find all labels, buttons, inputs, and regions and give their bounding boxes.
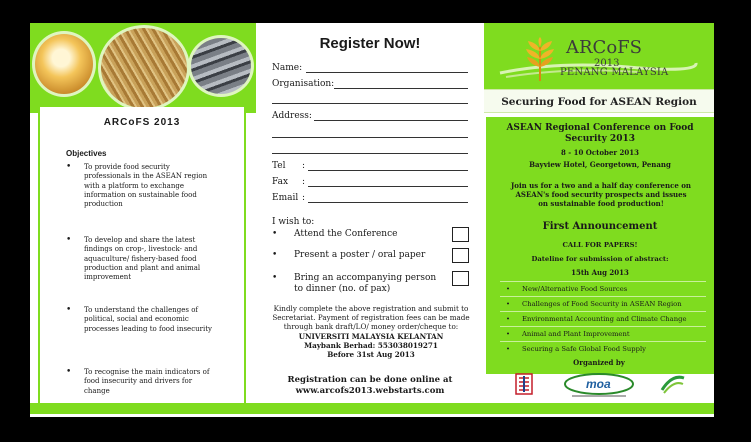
address-input-line[interactable] [314, 111, 468, 121]
online-registration [264, 375, 476, 397]
tel-label: Tel [272, 161, 286, 171]
right-panel [484, 23, 714, 403]
logo-place: PENANG MALAYSIA [560, 67, 669, 78]
payee-name: UNIVERSITI MALAYSIA KELANTAN [298, 331, 444, 341]
tel-colon: : [302, 161, 306, 171]
organized-by-label: Organized by [573, 358, 625, 367]
registration-url[interactable]: www.arcofs2013.webstarts.com [295, 386, 445, 396]
payment-deadline: Before 31st Aug 2013 [327, 350, 415, 360]
topic-item: • Securing a Safe Global Food Supply [500, 341, 706, 356]
bullet: • [272, 273, 278, 283]
fax-field [272, 177, 306, 187]
rice-grain-photo [98, 25, 190, 111]
topic-item: • Challenges of Food Security in ASEAN Region [500, 296, 706, 311]
moa-logo-text: moa [586, 377, 611, 391]
payment-instructions [266, 304, 476, 359]
address-label: Address: [272, 111, 312, 121]
fax-input-line[interactable] [308, 177, 468, 187]
logo-name: ARCoFS [566, 37, 642, 58]
tel-field [272, 161, 306, 171]
objectives-card [38, 107, 246, 403]
email-colon: : [302, 193, 306, 203]
conference-dates: 8 - 10 October 2013 [560, 148, 640, 157]
name-label: Name: [272, 63, 303, 73]
attend-option-label: Attend the Conference [294, 229, 398, 239]
topic-item: • Environmental Accounting and Climate Change [500, 311, 706, 326]
fax-label: Fax [272, 177, 289, 187]
first-announcement: First Announcement [542, 221, 658, 232]
companion-option-label: Bring an accompanying person to dinner (no. of pax) [294, 273, 437, 294]
wheat-icon [520, 37, 560, 83]
bottom-green-bar [30, 403, 714, 414]
objectives-list [66, 163, 216, 396]
topic-item: • Animal and Plant Improvement [500, 326, 706, 341]
wish-label: I wish to: [272, 217, 315, 227]
attend-checkbox[interactable] [452, 227, 469, 242]
name-input-line[interactable] [306, 63, 468, 73]
registration-form-panel [256, 23, 484, 403]
address-input-line-3[interactable] [272, 153, 468, 154]
present-option-label: Present a poster / oral paper [294, 250, 426, 260]
email-field [272, 193, 306, 203]
fax-colon: : [302, 177, 306, 187]
tagline-bar [484, 89, 714, 113]
online-registration-text: Registration can be done online at [287, 375, 453, 385]
partner-logo-icon [658, 372, 686, 396]
organisation-field [272, 79, 334, 89]
abstract-dateline-label: Dateline for submission of abstract: [531, 255, 669, 263]
objective-item: • To recognise the main indicators of food insecurity and drivers for change [66, 368, 216, 396]
bullet: • [272, 229, 278, 239]
companion-checkbox[interactable] [452, 271, 469, 286]
topic-item: • New/Alternative Food Sources [500, 281, 706, 296]
objective-item: • To develop and share the latest findings on crop-, livestock- and aquaculture/ fishery-based food production and plant and animal improvement [66, 236, 216, 306]
fish-photo [188, 35, 254, 97]
conference-info-box [486, 117, 714, 374]
email-input-line[interactable] [308, 193, 468, 203]
topics-list [500, 281, 706, 356]
objective-item: • To understand the challenges of political, social and economic processes leading to food insecurity [66, 306, 216, 368]
abstract-deadline: 15th Aug 2013 [571, 268, 629, 277]
present-checkbox[interactable] [452, 248, 469, 263]
email-label: Email [272, 193, 299, 203]
tagline: Securing Food for ASEAN Region [501, 96, 697, 108]
objective-item: • To provide food security professionals in the ASEAN region with a platform to exchange information on sustainable food production [66, 163, 216, 236]
objectives-heading: Objectives [66, 149, 107, 158]
organisation-input-line-2[interactable] [272, 103, 468, 104]
left-panel [30, 23, 256, 403]
moa-logo-icon [562, 371, 636, 399]
logo-year: 2013 [594, 58, 620, 69]
bank-account: Maybank Berhad: 553038019271 [304, 340, 438, 350]
address-input-line-2[interactable] [272, 137, 468, 138]
chick-photo [32, 31, 96, 97]
left-panel-title: ARCoFS 2013 [103, 117, 181, 128]
address-field [272, 111, 312, 121]
arcofs-logo [484, 23, 714, 89]
conference-invite: Join us for a two and a half day conference on ASEAN's food security prospects and issues on sustainable food production! [510, 181, 691, 208]
conference-venue: Bayview Hotel, Georgetown, Penang [529, 160, 671, 169]
name-field [272, 63, 302, 73]
bullet: • [272, 250, 278, 260]
tel-input-line[interactable] [308, 161, 468, 171]
organizer-logos [506, 369, 696, 399]
ministry-logo-icon [514, 372, 534, 396]
call-for-papers: CALL FOR PAPERS! [562, 241, 638, 249]
conference-title: ASEAN Regional Conference on Food Security 2013 [506, 123, 694, 144]
register-title: Register Now! [319, 35, 421, 52]
organisation-input-line[interactable] [334, 79, 468, 89]
instructions-text: Kindly complete the above registration and submit to Secretariat. Payment of registration fees can be made through bank draft/LO/ money order/cheque to: [272, 304, 470, 332]
organisation-label: Organisation: [272, 79, 335, 89]
photo-strip [30, 23, 256, 113]
